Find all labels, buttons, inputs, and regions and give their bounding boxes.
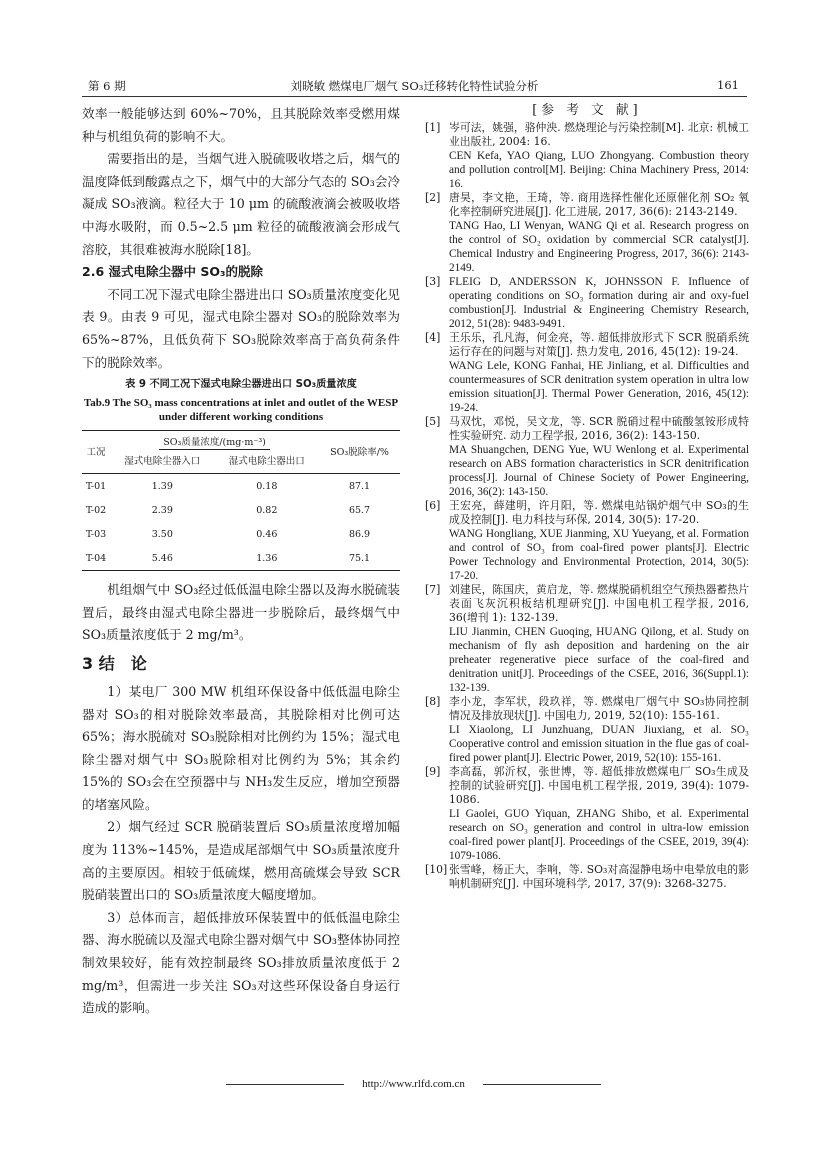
table-header-efficiency: SO₃脱除率/% xyxy=(319,431,400,474)
left-column xyxy=(82,103,400,1020)
paragraph: 效率一般能够达到 60%~70%，且其脱除效率受燃用煤种与机组负荷的影响不大。 xyxy=(82,106,400,144)
reference-item: [10] 张雪峰，杨正大，李响，等. SO₃对高湿静电场中电晕放电的影响机制研究[J]. 中国环境科学, 2017, 37(9): 3268-3275. xyxy=(425,863,749,890)
reference-item: [4] 王乐乐，孔凡海，何金亮，等. 超低排放形式下 SCR 脱硝系统运行存在的问题与对策[J]. 热力发电, 2016, 45(12): 19-24. WANG Lele, KONG Fanhai, HE Jinliang, et al. Difficulties and countermeasures of SCR denitration system operation in ultra low emission situation[J]. Thermal Power Generation, 2016, 45(12): 19-24. xyxy=(425,331,749,414)
reference-item: [1] 岑可法，姚强，骆仲泱. 燃烧理论与污染控制[M]. 北京: 机械工业出版社, 2004: 16. CEN Kefa, YAO Qiang, LUO Zhongyang. Combustion theory and pollution control[M]. Beijing: China Machinery Press, 2014: 16. xyxy=(425,121,749,190)
references-title: [参 考 文 献] xyxy=(532,103,642,118)
references-column xyxy=(425,102,749,891)
reference-item: [7] 刘建民，陈国庆，黄启龙，等. 燃煤脱硝机组空气预热器蓄热片表面飞灰沉积板结机理研究[J]. 中国电机工程学报, 2016, 36(增刊 1): 132-139. LIU Jianmin, CHEN Guoqing, HUANG Qilong, et al. Study on mechanism of fly ash deposition and hardening on the air preheater regenerative piece surface of the coal-fired and denitration unit[J]. Proceedings of the CSEE, 2016, 36(Suppl.1): 132-139. xyxy=(425,583,749,694)
conclusion-1: 1）某电厂 300 MW 机组环保设备中低低温电除尘器对 SO₃的相对脱除效率最高，其脱除相对比例可达 65%；海水脱硫对 SO₃脱除相对比例约为 15%；湿式电除尘器对烟气中 SO₃脱除相对比例约为 5%；其余约 15%的 SO₃会在空预器中与 NH₃发生反应，增加空预器的堵塞风险。 xyxy=(82,683,400,812)
issue-number: 第 6 期 xyxy=(88,79,126,93)
table-row: T-01 1.39 0.18 87.1 xyxy=(85,480,371,492)
reference-item: [9] 李高磊，郭沂权，张世博，等. 超低排放燃煤电厂 SO₃生成及控制的试验研究[J]. 中国电机工程学报, 2019, 39(4): 1079-1086. LI Gaolei, GUO Yiquan, ZHANG Shibo, et al. Experimental research on SO₃ generation and control in ultra-low emission coal-fired power plant[J]. Proceedings of the CSEE, 2019, 39(4): 1079-1086. xyxy=(425,765,749,862)
table-row: T-03 3.50 0.46 86.9 xyxy=(85,528,371,540)
reference-item: [3] FLEIG D, ANDERSSON K, JOHNSSON F. Influence of operating conditions on SO₃ formation during air and oxy-fuel combustion[J]. Industrial & Engineering Chemistry Research, 2012, 51(28): 9483-9491. xyxy=(425,275,749,330)
page-number: 161 xyxy=(717,78,739,92)
table-header-condition: 工况 xyxy=(82,431,110,474)
table-caption-cn: 表 9 不同工况下湿式电除尘器进出口 SO₃质量浓度 xyxy=(125,379,357,391)
reference-item: [5] 马双忱，邓悦，吴文龙，等. SCR 脱硝过程中硫酸氢铵形成特性实验研究. 动力工程学报, 2016, 36(2): 143-150. MA Shuangchen, DENG Yue, WU Wenlong et al. Experimental research on ABS formation characteristics in SCR denitrification process[J]. Journal of Chinese Society of Power Engineering, 2016, 36(2): 143-150. xyxy=(425,415,749,498)
running-header xyxy=(82,78,747,97)
paragraph: 机组烟气中 SO₃经过低低温电除尘器以及海水脱硫装置后，最终由湿式电除尘器进一步脱除后，最终烟气中 SO₃质量浓度低于 2 mg/m³。 xyxy=(82,582,400,643)
footer-rule-left xyxy=(226,1084,344,1085)
section-heading: 3 结 论 xyxy=(82,653,147,673)
page-footer xyxy=(0,1078,827,1090)
table-header-outlet: 湿式电除尘器出口 xyxy=(215,450,320,474)
footer-url[interactable]: http://www.rlfd.com.cn xyxy=(362,1078,465,1090)
footer-rule-right xyxy=(483,1084,601,1085)
table-header-group: SO₃质量浓度/(mg·m⁻³) xyxy=(110,431,319,451)
reference-item: [6] 王宏亮，薛建明，许月阳，等. 燃煤电站锅炉烟气中 SO₃的生成及控制[J]. 电力科技与环保, 2014, 30(5): 17-20. WANG Hongliang, XUE Jianming, XU Yueyang, et al. Formation and control of SO₃ from coal-fired power plants[J]. Electric Power Technology and Environmental Protection, 2014, 30(5): 17-20. xyxy=(425,499,749,582)
table-9 xyxy=(82,430,400,571)
paragraph: 需要指出的是，当烟气进入脱硫吸收塔之后，烟气的温度降低到酸露点之下，烟气中的大部分气态的 SO₃会冷凝成 SO₃液滴。粒径大于 10 μm 的硫酸液滴会被吸收塔中海水吸附，而 0.5~2.5 μm 粒径的硫酸液滴会形成气溶胶，其很难被海水脱除[18]。 xyxy=(82,151,400,257)
table-row: T-04 5.46 1.36 75.1 xyxy=(82,546,400,571)
table-caption-en: Tab.9 The SO₃ mass concentrations at inlet and outlet of the WESP under different working conditions xyxy=(83,397,399,424)
paragraph: 不同工况下湿式电除尘器进出口 SO₃质量浓度变化见表 9。由表 9 可见，湿式电除尘器对 SO₃的脱除效率为 65%~87%，且低负荷下 SO₃脱除效率高于高负荷条件下的脱除效率。 xyxy=(82,286,400,370)
reference-item: [2] 唐昊，李文艳，王琦，等. 商用选择性催化还原催化剂 SO₂ 氧化率控制研究进展[J]. 化工进展, 2017, 36(6): 2143-2149. TANG Hao, LI Wenyan, WANG Qi et al. Research progress on the control of SO₂ oxidation by commercial SCR catalyst[J]. Chemical Industry and Engineering Progress, 2017, 36(6): 2143-2149. xyxy=(425,191,749,274)
reference-item: [8] 李小龙，李军状，段玖祥，等. 燃煤电厂烟气中 SO₃协同控制情况及排放现状[J]. 中国电力, 2019, 52(10): 155-161. LI Xiaolong, LI Junzhuang, DUAN Jiuxiang, et al. SO₃ Cooperative control and emission situation in the flue gas of coal-fired power plant[J]. Electric Power, 2019, 52(10): 155-161. xyxy=(425,695,749,764)
table-header-inlet: 湿式电除尘器入口 xyxy=(110,450,215,474)
conclusion-2: 2）烟气经过 SCR 脱硝装置后 SO₃质量浓度增加幅度为 113%~145%，是造成尾部烟气中 SO₃质量浓度升高的主要原因。相较于低硫煤，燃用高硫煤会导致 SCR 脱硝装置出口的 SO₃质量浓度大幅度增加。 xyxy=(82,819,400,903)
running-title: 刘晓敏 燃煤电厂烟气 SO₃迁移转化特性试验分析 xyxy=(290,79,539,93)
section-heading: 2.6 湿式电除尘器中 SO₃的脱除 xyxy=(82,264,263,280)
table-row: T-02 2.39 0.82 65.7 xyxy=(85,504,371,516)
conclusion-3: 3）总体而言，超低排放环保装置中的低低温电除尘器、海水脱硫以及湿式电除尘器对烟气中 SO₃整体协同控制效果较好，能有效控制最终 SO₃排放质量浓度低于 2 mg/m³，但需进一步关注 SO₃对这些环保设备自身运行造成的影响。 xyxy=(82,909,400,1016)
